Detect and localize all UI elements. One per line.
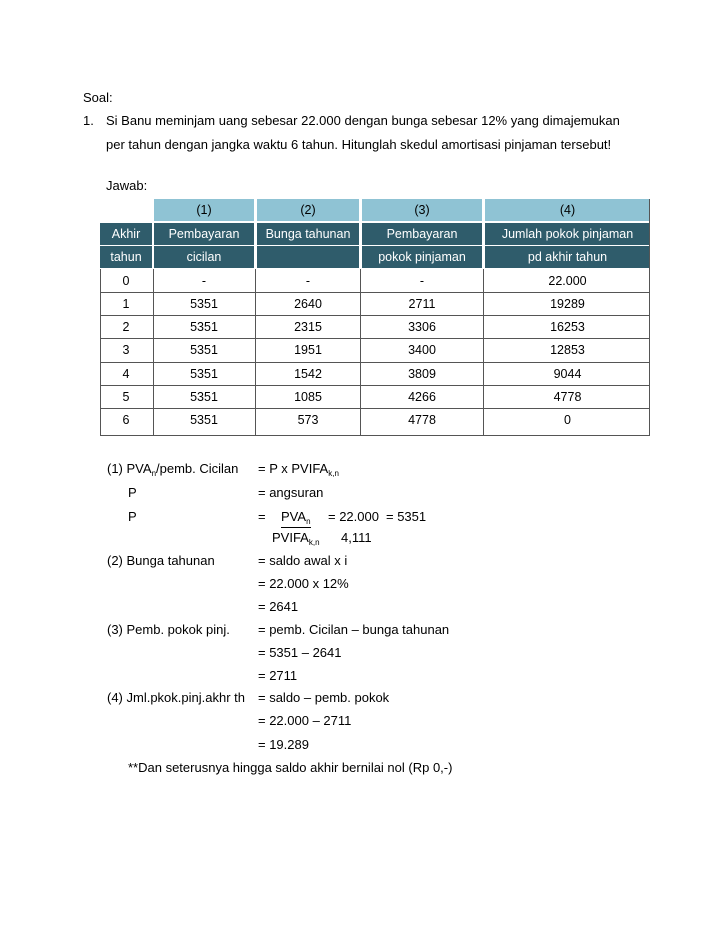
table-divider <box>255 269 256 435</box>
header-cicilan: cicilan <box>154 246 254 268</box>
cell-interest: 1542 <box>294 367 322 381</box>
cell-balance: 0 <box>564 413 571 427</box>
cell-balance: 9044 <box>553 367 582 381</box>
cell-balance: 12853 <box>550 343 585 357</box>
problem-line-1: Si Banu meminjam uang sebesar 22.000 dengan bunga sebesar 12% yang dimajemukan <box>106 113 620 128</box>
table-header-row-1 <box>100 223 650 245</box>
header-blank-cell <box>100 199 152 221</box>
cell-payment: 5351 <box>190 413 218 427</box>
cell-principal: 3306 <box>408 320 436 334</box>
cell-principal: 4266 <box>408 390 436 404</box>
explanation-1-p1-label: P <box>128 485 137 500</box>
header-bunga-blank <box>257 246 359 268</box>
explanation-1-p2-label: P <box>128 509 137 524</box>
table-row-divider <box>100 408 650 409</box>
col-number-2: (2) <box>257 199 359 221</box>
cell-payment: 5351 <box>190 367 218 381</box>
cell-year: 0 <box>122 274 130 288</box>
explanation-3-line: = pemb. Cicilan – bunga tahunan <box>258 622 450 637</box>
explanation-1-fraction-denominator: $PVIFA_{k,n}$ <box>272 530 320 547</box>
header-tahun: tahun <box>100 246 152 268</box>
cell-year: 1 <box>122 297 130 311</box>
explanation-1-p2-equals: = <box>258 509 266 524</box>
table-row <box>100 270 650 292</box>
header-akhir-tahun: pd akhir tahun <box>485 246 650 268</box>
explanation-4-line: = saldo – pemb. pokok <box>258 690 390 705</box>
cell-principal: 3400 <box>408 343 436 357</box>
table-row <box>100 293 650 315</box>
answer-label: Jawab: <box>106 178 148 193</box>
explanation-2-line: = 2641 <box>258 599 299 614</box>
table-row-divider <box>100 362 650 363</box>
cell-interest: 573 <box>297 413 319 427</box>
explanation-1-denominator-value: 4,111 <box>341 530 372 545</box>
explanation-2-line: = 22.000 x 12% <box>258 576 349 591</box>
cell-year: 6 <box>122 413 130 427</box>
header-akhir: Akhir <box>100 223 152 245</box>
cell-payment: 5351 <box>190 320 218 334</box>
explanation-1-fraction-numerator: $PVA_n$ <box>281 509 311 526</box>
cell-payment: 5351 <box>190 297 218 311</box>
cell-year: 2 <box>122 320 130 334</box>
cell-principal: - <box>419 274 425 288</box>
footnote: **Dan seterusnya hingga saldo akhir bernilai nol (Rp 0,-) <box>128 760 453 775</box>
explanation-3-line: = 2711 <box>258 668 298 683</box>
cell-principal: 4778 <box>408 413 436 427</box>
table-row-divider <box>100 315 650 316</box>
table-divider <box>483 269 484 435</box>
cell-balance: 16253 <box>550 320 585 334</box>
table-row <box>100 409 650 431</box>
explanation-4-line: = 22.000 – 2711 <box>258 713 352 728</box>
table-border-bottom <box>100 435 650 436</box>
col-number-3: (3) <box>362 199 482 221</box>
cell-payment: 5351 <box>190 390 218 404</box>
explanation-3-line: = 5351 – 2641 <box>258 645 342 660</box>
cell-interest: - <box>305 274 311 288</box>
cell-year: 3 <box>122 343 130 357</box>
explanation-1-fraction-value: = 22.000 <box>328 509 379 524</box>
explanation-2-label: (2) Bunga tahunan <box>107 553 215 568</box>
cell-interest: 2315 <box>294 320 322 334</box>
cell-balance: 22.000 <box>548 274 587 288</box>
col-number-4: (4) <box>485 199 650 221</box>
header-jumlah-pokok: Jumlah pokok pinjaman <box>485 223 650 245</box>
problem-number: 1. <box>83 113 94 128</box>
col-number-1: (1) <box>154 199 254 221</box>
problem-line-2: per tahun dengan jangka waktu 6 tahun. Hitunglah skedul amortisasi pinjaman tersebut! <box>106 137 612 152</box>
cell-year: 5 <box>122 390 130 404</box>
table-header-row-2 <box>100 246 650 268</box>
explanation-1-result: = 5351 <box>386 509 427 524</box>
table-border-left <box>100 269 101 435</box>
table-border-right <box>649 199 650 435</box>
amortization-table <box>100 199 650 436</box>
cell-year: 4 <box>122 367 130 381</box>
explanation-4-label: (4) Jml.pkok.pinj.akhr th <box>107 690 245 705</box>
table-row <box>100 316 650 338</box>
header-bunga-tahunan: Bunga tahunan <box>257 223 359 245</box>
explanation-1-equation: = P x $PVIFA_{k,n}$ <box>258 461 339 478</box>
header-pembayaran-cicilan: Pembayaran <box>154 223 254 245</box>
header-pokok-pinjaman: pokok pinjaman <box>362 246 482 268</box>
cell-interest: 1951 <box>294 343 322 357</box>
cell-balance: 19289 <box>550 297 585 311</box>
table-row-divider <box>100 385 650 386</box>
cell-payment: 5351 <box>190 343 218 357</box>
explanation-1-label: (1) $PVA_n$/pemb. Cicilan <box>107 461 239 478</box>
header-pembayaran-pokok: Pembayaran <box>362 223 482 245</box>
table-row-divider <box>100 292 650 293</box>
cell-payment: - <box>201 274 207 288</box>
table-divider <box>153 269 154 435</box>
table-header-numbers <box>100 199 650 221</box>
cell-principal: 3809 <box>408 367 436 381</box>
cell-balance: 4778 <box>553 390 582 404</box>
table-row <box>100 386 650 408</box>
table-row-divider <box>100 338 650 339</box>
heading: Soal: <box>83 90 113 105</box>
explanation-2-line: = saldo awal x i <box>258 553 348 568</box>
table-row <box>100 339 650 361</box>
explanation-3-label: (3) Pemb. pokok pinj. <box>107 622 230 637</box>
table-row <box>100 363 650 385</box>
cell-principal: 2711 <box>408 297 436 311</box>
cell-interest: 1085 <box>294 390 322 404</box>
table-divider <box>360 269 361 435</box>
explanation-4-line: = 19.289 <box>258 737 309 752</box>
cell-interest: 2640 <box>294 297 322 311</box>
explanation-1-p1-equation: = angsuran <box>258 485 324 500</box>
